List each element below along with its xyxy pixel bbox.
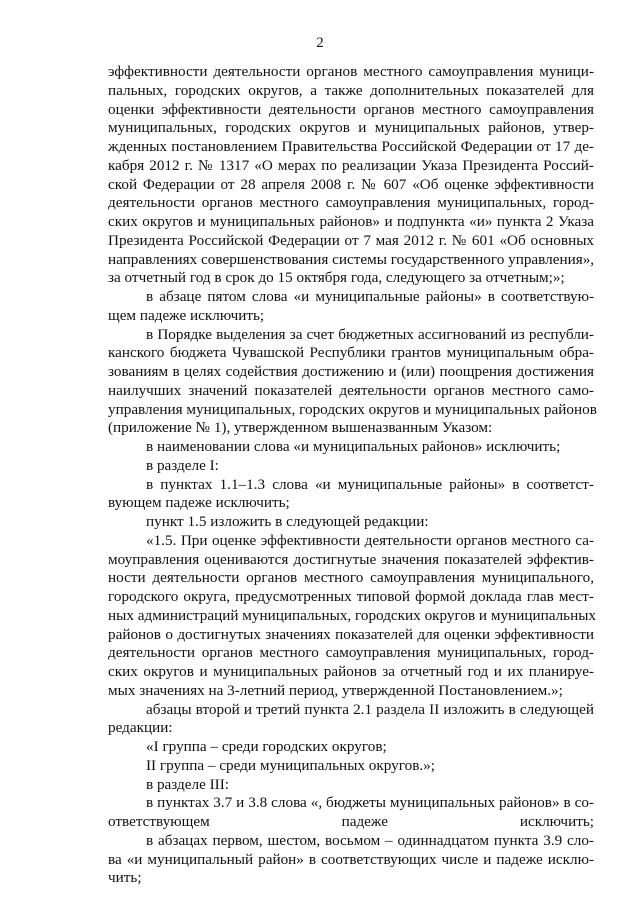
text-line: районов о достигнутых значениях показателей для оценки эффективности — [108, 625, 594, 643]
text-line: ва «и муниципальный район» в соответствующих числе и падеже исклю- — [108, 850, 594, 868]
text-line: за отчетный год в срок до 15 октября года, следующего за отчетным;»; — [108, 269, 565, 287]
text-line: жденных постановлением Правительства Российской Федерации от 17 де- — [108, 138, 594, 155]
text-line: в пунктах 1.1–1.3 слова «и муниципальные районы» в соответст- — [146, 475, 594, 493]
text-line: муниципальных, городских округов и муниципальных районов, утвер- — [108, 119, 594, 137]
text-line: направлениях совершенствования системы государственного управления», — [108, 250, 595, 268]
text-line: ных администраций муниципальных, городских округов и муниципальных — [108, 606, 597, 624]
text-line: вующем падеже исключить; — [108, 494, 290, 512]
text-line: ской Федерации от 28 апреля 2008 г. № 607 «Об оценке эффективности — [108, 175, 594, 193]
text-line: зованиям в целях содействия достижению и (или) поощрения достижения — [108, 363, 594, 380]
text-line: моуправления оцениваются достигнутые значения показателей эффектив- — [108, 550, 594, 568]
text-line: Президента Российской Федерации от 7 мая 2012 г. № 601 «Об основных — [108, 231, 594, 249]
text-line: абзацы второй и третий пункта 2.1 раздела II изложить в следующей — [146, 700, 594, 718]
text-line: ских округов и муниципальных районов за отчетный год и их планируе- — [108, 663, 594, 680]
text-line: пальных, городских округов, а также дополнительных показателей для — [108, 81, 594, 99]
text-line: ответствующем падеже исключить; — [108, 813, 594, 830]
text-line: пункт 1.5 изложить в следующей редакции: — [146, 513, 429, 530]
text-line: управления муниципальных, городских округов и муниципальных районов — [108, 400, 597, 418]
text-line: в наименовании слова «и муниципальных районов» исключить; — [146, 438, 561, 455]
text-line: ности деятельности органов местного самоуправления муниципального, — [108, 569, 594, 587]
text-line: редакции: — [108, 719, 173, 737]
page-number: 2 — [316, 35, 324, 51]
text-line: городского округа, предусмотренных типовой формой доклада глав мест- — [108, 588, 594, 605]
text-line: в абзаце пятом слова «и муниципальные районы» в соответствую- — [146, 288, 594, 305]
text-line: деятельности органов местного самоуправления муниципальных, город- — [108, 644, 594, 662]
text-line: в абзацах первом, шестом, восьмом – одиннадцатом пункта 3.9 сло- — [146, 831, 594, 849]
text-line: в Порядке выделения за счет бюджетных ассигнований из республи- — [146, 325, 594, 343]
text-line: кабря 2012 г. № 1317 «О мерах по реализации Указа Президента Россий- — [108, 156, 594, 174]
text-line: чить; — [108, 869, 142, 887]
text-line: эффективности деятельности органов местного самоуправления муници- — [108, 63, 594, 80]
text-line: оценки эффективности деятельности органов местного самоуправления — [108, 100, 594, 118]
text-line: «I группа – среди городских округов; — [146, 738, 387, 755]
text-line: в разделе III: — [146, 775, 230, 793]
text-line: наилучших значений показателей деятельности органов местного само- — [108, 381, 594, 399]
text-line: «1.5. При оценке эффективности деятельности органов местного са- — [146, 531, 594, 549]
text-line: ских округов и муниципальных районов» и подпункта «и» пункта 2 Указа — [108, 213, 594, 230]
text-line: мых значениях на 3-летний период, утвержденной Постановлением.»; — [108, 681, 563, 699]
text-line: щем падеже исключить; — [108, 306, 265, 324]
text-line: (приложение № 1), утвержденном вышеназванным Указом: — [108, 419, 493, 437]
text-line: деятельности органов местного самоуправления муниципальных, город- — [108, 194, 594, 212]
text-line: II группа – среди муниципальных округов.»; — [146, 756, 435, 774]
text-line: в пунктах 3.7 и 3.8 слова «, бюджеты муниципальных районов» в со- — [146, 794, 594, 812]
text-line: в разделе I: — [146, 456, 219, 474]
text-line: канского бюджета Чувашской Республики грантов муниципальным обра- — [108, 344, 594, 362]
